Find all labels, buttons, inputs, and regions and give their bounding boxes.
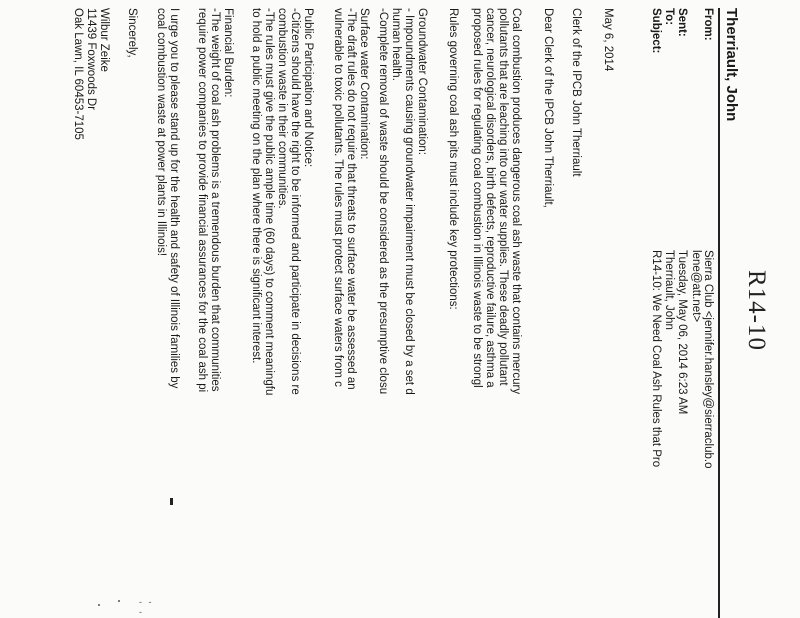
recipient-line: Clerk of the IPCB John Therriault bbox=[570, 8, 582, 177]
section-line: -The rules must give the public ample time (60 days) to comment meaningfu bbox=[263, 8, 275, 396]
sender-name: Therriault, John bbox=[723, 8, 740, 122]
section-heading: Financial Burden: bbox=[222, 8, 234, 98]
from-label: From: bbox=[702, 8, 714, 41]
section-line: vulnerable to toxic pollutants. The rules must protect surface waters from c bbox=[332, 8, 344, 387]
from-value: Sierra Club <jennifer.hansley@sierraclub.o bbox=[702, 250, 714, 469]
intro-line: proposed rules for regulating coal combustion in Illinois waste to be strongl bbox=[471, 8, 483, 388]
signature-name: Wilbur Zeike bbox=[98, 8, 110, 72]
section-heading: Surface water Contamination: bbox=[358, 8, 370, 160]
case-number: R14-10 bbox=[743, 270, 770, 351]
signature-city: Oak Lawn, IL 60453-7105 bbox=[72, 8, 84, 140]
sent-label: Sent: bbox=[676, 8, 688, 37]
intro-closing: Rules governing coal ash pits must include key protections: bbox=[447, 8, 459, 310]
section-line: -Citizens should have the right to be informed and participate in decisions re bbox=[289, 8, 301, 395]
section-line: human health. bbox=[390, 8, 402, 81]
scan-mark bbox=[170, 498, 173, 505]
section-heading: Public Participation and Notice: bbox=[302, 8, 314, 168]
intro-line: pollutants that are leaching into our water supplies. These deadly pollutant bbox=[497, 8, 509, 386]
scan-speck bbox=[118, 600, 120, 602]
letter-date: May 6, 2014 bbox=[602, 8, 614, 72]
from-value-continued: lene@att.net> bbox=[690, 250, 702, 323]
subject-label: Subject: bbox=[650, 8, 662, 54]
header-divider bbox=[718, 8, 720, 618]
section-line: -Complete removal of waste should be considered as the presumptive closu bbox=[377, 8, 389, 395]
intro-line: Coal combustion produces dangerous coal ash waste that contains mercury bbox=[510, 8, 522, 395]
section-line: -The draft rules do not require that threats to surface water be assessed an bbox=[345, 8, 357, 390]
scan-dashes: - - - bbox=[139, 597, 154, 617]
section-heading: Groundwater Contamination: bbox=[416, 8, 428, 156]
salutation: Dear Clerk of the IPCB John Therriault, bbox=[542, 8, 554, 208]
signature-street: 11439 Foxwoods Dr bbox=[85, 8, 97, 111]
section-line: require power companies to provide financial assurances for the coal ash pi bbox=[196, 8, 208, 393]
subject-value: R14-10: We Need Coal Ash Rules that Pro bbox=[650, 250, 662, 468]
section-line: combustion waste in their communities. bbox=[276, 8, 288, 209]
signoff: Sincerely, bbox=[126, 8, 138, 58]
intro-line: cancer, neurological disorders, birth defects, reproductive failure, asthma a bbox=[484, 8, 496, 388]
closing-line: coal combustion waste at power plants in Illinois! bbox=[155, 8, 167, 257]
to-label: To: bbox=[663, 8, 675, 26]
sent-value: Tuesday, May 06, 2014 6:23 AM bbox=[676, 250, 688, 415]
section-line: - Impoundments causing groundwater impairment must be closed by a set d bbox=[403, 8, 415, 395]
scan-speck bbox=[98, 604, 100, 606]
to-value: Therriault, John bbox=[663, 250, 675, 330]
section-line: -The weight of coal ash problems is a tremendous burden that communities bbox=[209, 8, 221, 392]
section-line: to hold a public meeting on the plan where there is significant interest. bbox=[250, 8, 262, 364]
closing-line: I urge you to please stand up for the health and safety of Illinois families by bbox=[168, 8, 180, 389]
